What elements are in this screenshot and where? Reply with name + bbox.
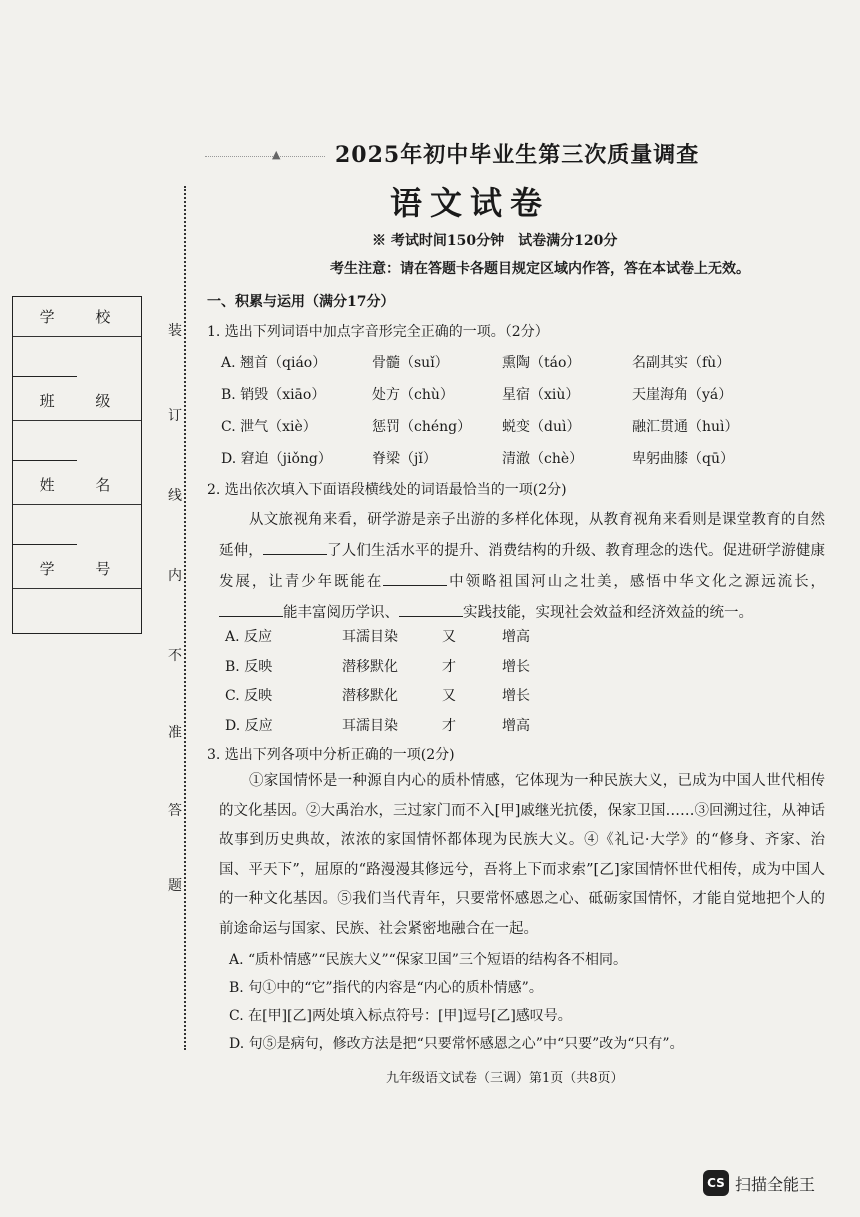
seal-char: 线 <box>168 488 182 504</box>
camscanner-icon: CS <box>703 1170 729 1196</box>
q2-option-item: 耳濡目染 <box>342 718 398 734</box>
q2-option-item: 才 <box>442 718 456 734</box>
page-footer: 九年级语文试卷（三调）第1页（共8页） <box>386 1071 624 1086</box>
passage-text: 实践技能，实现社会效益和经济效益的统一。 <box>463 605 753 621</box>
passage-text: 能丰富阅历学识、 <box>283 605 399 621</box>
seal-char: 内 <box>168 568 182 584</box>
seal-char: 装 <box>168 323 182 339</box>
passage-text: 从文旅视角来看，研学游是亲子出游的多样化体现，从教育视角来看则是课堂教育的自然延伸， <box>219 512 825 559</box>
school-field[interactable] <box>13 337 77 377</box>
scanner-watermark <box>703 1170 815 1196</box>
fill-blank <box>399 602 463 617</box>
section-heading: 一、积累与运用（满分17分） <box>207 294 395 310</box>
triangle-icon: ▲ <box>272 148 281 161</box>
school-label: 学 校 <box>13 297 141 337</box>
fill-blank <box>219 602 283 617</box>
q2-option-item: 增长 <box>502 659 530 675</box>
q2-option-c: C. 反映 <box>225 688 273 704</box>
q1-option-a: A. 翘首（qiáo） <box>221 355 327 371</box>
q1-option-item: 融汇贯通（huì） <box>632 419 739 435</box>
q2-option-item: 又 <box>442 688 456 704</box>
fill-blank <box>263 540 327 555</box>
question-1-stem: 1. 选出下列词语中加点字音形完全正确的一项。（2分） <box>207 324 549 340</box>
name-label: 姓 名 <box>13 465 141 505</box>
q2-option-item: 潜移默化 <box>342 688 398 704</box>
q3-option-c: C. 在[甲][乙]两处填入标点符号：[甲]逗号[乙]感叹号。 <box>229 1008 572 1024</box>
seal-char: 订 <box>168 408 182 424</box>
q1-option-item: 名副其实（fù） <box>632 355 731 371</box>
exam-title: 2025年初中毕业生第三次质量调查 <box>335 142 700 168</box>
q1-option-item: 熏陶（táo） <box>502 355 581 371</box>
q2-option-item: 潜移默化 <box>342 659 398 675</box>
question-2-stem: 2. 选出依次填入下面语段横线处的词语最恰当的一项(2分) <box>207 482 567 498</box>
q3-option-b: B. 句①中的“它”指代的内容是“内心的质朴情感”。 <box>229 980 543 996</box>
exam-notice: 考生注意：请在答题卡各题目规定区域内作答，答在本试卷上无效。 <box>330 261 750 277</box>
q2-option-item: 增高 <box>502 629 530 645</box>
q1-option-item: 天崖海角（yá） <box>632 387 733 403</box>
q2-option-d: D. 反应 <box>225 718 273 734</box>
q1-option-item: 蜕变（duì） <box>502 419 581 435</box>
seal-char: 题 <box>168 878 182 894</box>
q1-option-item: 清澈（chè） <box>502 451 584 467</box>
question-3-passage: ①家国情怀是一种源自内心的质朴情感，它体现为一种民族大义，已成为中国人世代相传的文化基因。②大禹治水，三过家门而不入[甲]戚继光抗倭，保家卫国……③回溯过往，从神话故事到历史典故，浓浓的家国情怀都体现为民族大义。④《礼记·大学》的“修身、齐家、治国、平天下”，屈原的“路漫漫其修远兮，吾将上下而求索”[乙]家国情怀世代相传，成为中国人的一种文化基因。⑤我们当代青年，只要常怀感恩之心、砥砺家国情怀，才能自觉地把个人的前途命运与国家、民族、社会紧密地融合在一起。 <box>219 773 825 937</box>
q2-option-b: B. 反映 <box>225 659 273 675</box>
class-label: 班 级 <box>13 381 141 421</box>
q2-option-a: A. 反应 <box>225 629 273 645</box>
question-2-passage <box>219 505 825 629</box>
seal-char: 不 <box>168 648 182 664</box>
seal-char: 答 <box>168 803 182 819</box>
student-id-label: 学 号 <box>13 549 141 589</box>
passage-text: 中领略祖国河山之壮美，感悟中华文化之源远流长， <box>447 574 826 590</box>
q1-option-b: B. 销毁（xiāo） <box>221 387 326 403</box>
scanner-watermark-text: 扫描全能王 <box>735 1174 816 1194</box>
class-field[interactable] <box>13 421 77 461</box>
q2-option-item: 耳濡目染 <box>342 629 398 645</box>
q1-option-item: 惩罚（chéng） <box>372 419 472 435</box>
q1-option-item: 星宿（xiù） <box>502 387 580 403</box>
q3-option-a: A. “质朴情感”“民族大义”“保家卫国”三个短语的结构各不相同。 <box>229 952 627 968</box>
passage-text: 了人们生活水平的提升、消费结构的升级、教育理念的迭代。促进研学游健康发展，让青少年既能在 <box>219 543 826 590</box>
q1-option-d: D. 窘迫（jiǒng） <box>221 451 332 467</box>
q2-option-item: 才 <box>442 659 456 675</box>
q2-option-item: 又 <box>442 629 456 645</box>
q1-option-item: 骨髓（suǐ） <box>372 355 449 371</box>
question-3-stem: 3. 选出下列各项中分析正确的一项(2分) <box>207 747 455 763</box>
name-field[interactable] <box>13 505 77 545</box>
q1-option-c: C. 泄气（xiè） <box>221 419 317 435</box>
fill-blank <box>383 571 447 586</box>
q1-option-item: 处方（chù） <box>372 387 454 403</box>
q1-option-item: 脊梁（jǐ） <box>372 451 437 467</box>
q2-option-item: 增长 <box>502 688 530 704</box>
student-info-table <box>12 296 142 634</box>
q1-option-item: 卑躬曲膝（qū） <box>632 451 734 467</box>
q2-option-item: 增高 <box>502 718 530 734</box>
header-divider <box>205 156 325 157</box>
exam-subtitle: 语文试卷 <box>389 184 550 222</box>
seal-char: 准 <box>168 725 182 741</box>
seal-line <box>184 186 186 1050</box>
exam-info: ※ 考试时间150分钟 试卷满分120分 <box>372 233 618 249</box>
q3-option-d: D. 句⑤是病句，修改方法是把“只要常怀感恩之心”中“只要”改为“只有”。 <box>229 1036 684 1052</box>
student-id-field[interactable] <box>13 589 77 629</box>
